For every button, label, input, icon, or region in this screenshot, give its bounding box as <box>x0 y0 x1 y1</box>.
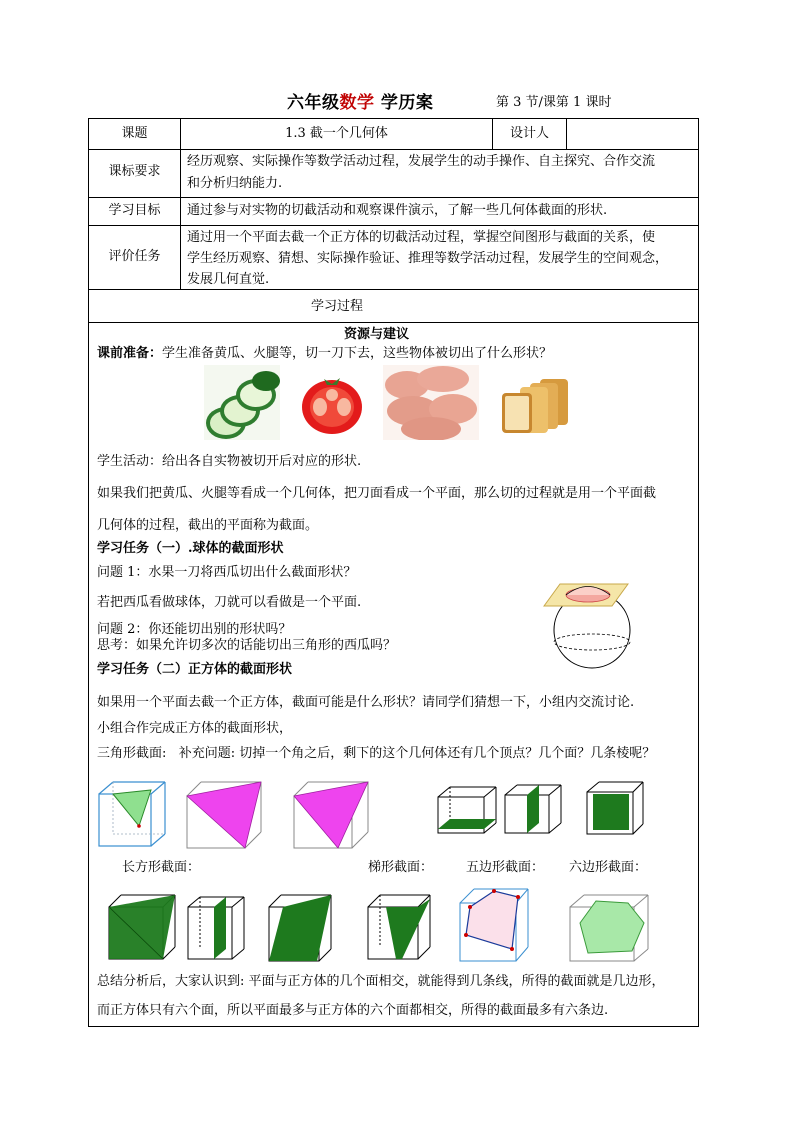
cube-rect-section-diagonal <box>107 893 177 961</box>
standard-label: 课标要求 <box>108 164 161 179</box>
resource-heading: 资源与建议 <box>344 327 410 342</box>
ham-photo <box>383 365 479 440</box>
hex-label: 六边形截面： <box>569 860 648 875</box>
eval-label: 评价任务 <box>108 249 161 264</box>
activity-text: 学生活动：给出各自实物被切开后对应的形状. <box>97 454 362 469</box>
question-1-note: 若把西瓜看做球体，刀就可以看做是一个平面. <box>97 595 362 610</box>
summary-line1: 总结分析后，大家认识到: 平面与正方体的几个面相交，就能得到几条线，所得的截面就是几边形， <box>97 974 665 989</box>
cube-pentagon-section <box>456 885 532 965</box>
cube-rect-section-horizontal <box>436 785 498 835</box>
sphere-section-diagram <box>540 580 630 672</box>
para2-line2: 小组合作完成正方体的截面形状， <box>97 721 293 736</box>
cube-trapezoid-section <box>366 893 432 961</box>
trap-label: 梯形截面： <box>368 860 434 875</box>
question-2: 问题 2：你还能切出别的形状吗？ <box>97 622 292 637</box>
topic-value: 1.3 截一个几何体 <box>285 126 388 141</box>
cube-hexagon-section <box>566 893 650 963</box>
question-1: 问题 1：水果一刀将西瓜切出什么截面形状？ <box>97 565 357 580</box>
para1-line2: 几何体的过程，截出的平面称为截面。 <box>97 518 319 533</box>
topic-label: 课题 <box>121 126 148 141</box>
cube-triangle-section-2 <box>185 780 263 850</box>
task1-heading: 学习任务（一）.球体的截面形状 <box>97 541 284 556</box>
cube-rect-section-vertical <box>503 783 563 835</box>
goal-label: 学习目标 <box>108 203 161 218</box>
cube-triangle-section-1 <box>97 780 167 850</box>
task2-heading: 学习任务（二）正方体的截面形状 <box>97 662 293 677</box>
designer-label: 设计人 <box>509 126 549 141</box>
prep-line: 课前准备：学生准备黄瓜、火腿等，切一刀下去，这些物体被切出了什么形状？ <box>97 346 553 361</box>
cube-parallelogram-section <box>267 893 333 963</box>
standard-line-1: 经历观察、实际操作等数学活动过程，发展学生的动手操作、自主探究、合作交流 <box>187 154 656 169</box>
eval-line-1: 通过用一个平面去截一个正方体的切截活动过程，掌握空间图形与截面的关系，使 <box>187 230 656 245</box>
doc-title: 六年级数学 学历案 <box>287 93 434 113</box>
standard-line-2: 和分析归纳能力. <box>187 176 283 191</box>
cube-rect-section-side <box>186 895 246 961</box>
goal-value: 通过参与对实物的切截活动和观察课件演示，了解一些几何体截面的形状. <box>187 203 608 218</box>
process-heading: 学习过程 <box>311 299 364 314</box>
eval-line-2: 学生经历观察、猜想、实际操作验证、推理等数学活动过程，发展学生的空间观念， <box>187 251 669 266</box>
lesson-info: 第 3 节/课第 1 课时 <box>496 95 612 110</box>
cube-square-section <box>585 780 645 836</box>
bread-photo <box>480 365 582 440</box>
eval-line-3: 发展几何直觉. <box>187 272 270 287</box>
summary-line2: 而正方体只有六个面，所以平面最多与正方体的六个面都相交，所得的截面最多有六条边. <box>97 1003 609 1018</box>
triangle-label-line: 三角形截面: 补充问题: 切掉一个角之后，剩下的这个几何体还有几个顶点？几个面？几条棱呢？ <box>97 746 656 761</box>
page-title <box>0 88 794 113</box>
think-text: 思考：如果允许切多次的话能切出三角形的西瓜吗？ <box>97 638 397 653</box>
rect-label: 长方形截面： <box>122 860 201 875</box>
cucumber-photo <box>204 365 280 440</box>
tomato-photo <box>282 365 382 440</box>
para2-line1: 如果用一个平面去截一个正方体，截面可能是什么形状？请同学们猜想一下，小组内交流讨论. <box>97 695 635 710</box>
cube-triangle-section-3 <box>292 780 370 850</box>
para1-line1: 如果我们把黄瓜、火腿等看成一个几何体，把刀面看成一个平面，那么切的过程就是用一个平面截 <box>97 486 657 501</box>
pent-label: 五边形截面： <box>466 860 545 875</box>
